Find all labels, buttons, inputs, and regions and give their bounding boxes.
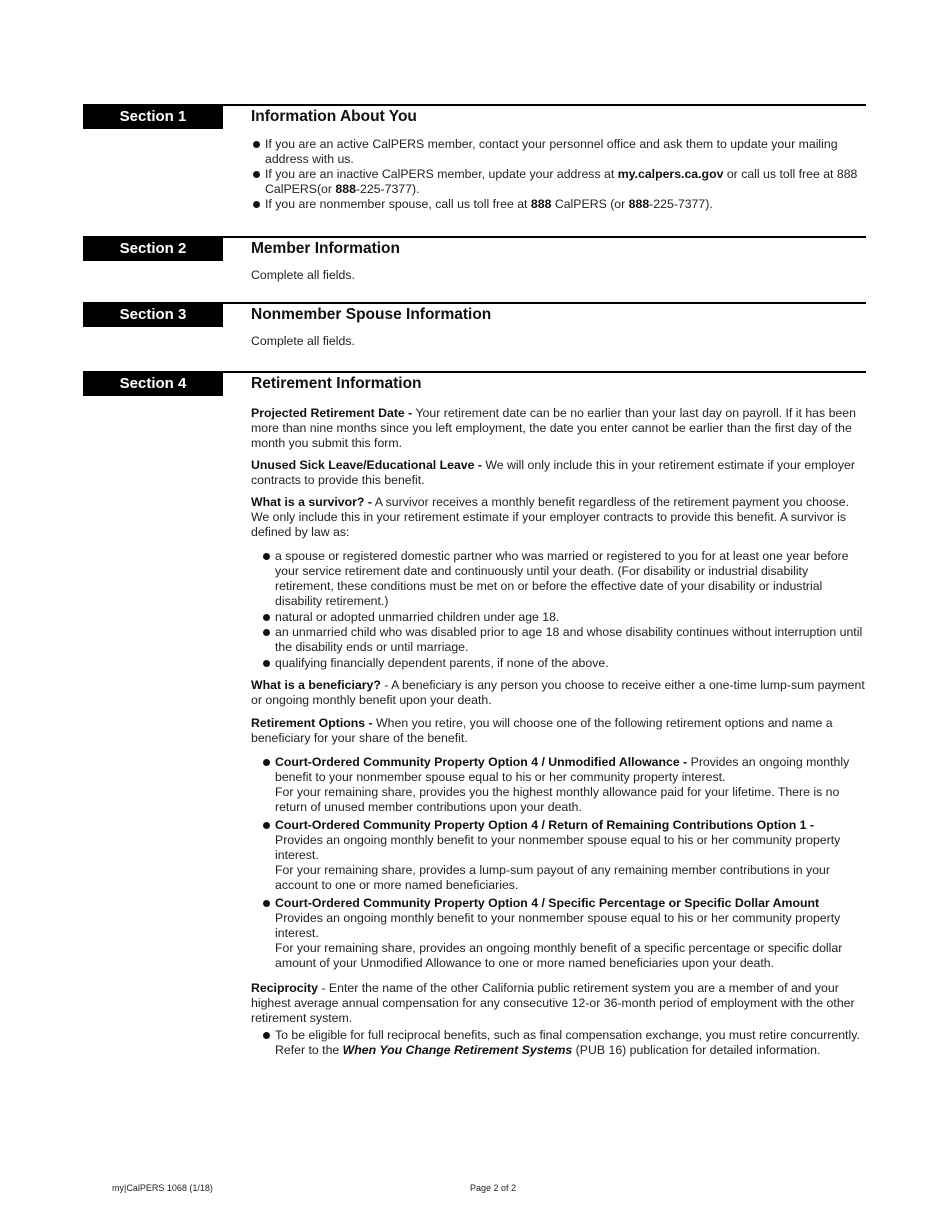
calpers-link[interactable]: my.calpers.ca.gov — [617, 167, 724, 181]
survivor-list — [251, 549, 866, 671]
section-3-badge: Section 3 — [83, 302, 223, 327]
option-unmodified-allowance: Court-Ordered Community Property Option 4 / Unmodified Allowance - Provides an ongoing monthly benefit to your nonmember spouse equal to his or her community property interest. For your remaining share, provides you the highest monthly allowance paid for your lifetime. There is no return of unused member contributions upon your death. — [261, 755, 866, 815]
list-item: If you are an inactive CalPERS member, update your address at my.calpers.ca.gov or call us toll free at 888 CalPERS(or 888-225-7377). — [251, 167, 866, 197]
section-4-title: Retirement Information — [251, 375, 422, 392]
reciprocity-para: Reciprocity - Enter the name of the other California public retirement system you are a member of and your highest average annual compensation for any consecutive 12-or 36-month period of employment with the other retirement system. — [251, 981, 855, 1025]
survivor-para: What is a survivor? - A survivor receives a monthly benefit regardless of the retirement payment you choose. We only include this in your retirement estimate if your employer contracts to provide this benefit. A survivor is defined by law as: — [251, 495, 850, 539]
list-item: To be eligible for full reciprocal benefits, such as final compensation exchange, you must retire concurrently. Refer to the When You Change Retirement Systems (PUB 16) publication for detailed information. — [261, 1028, 866, 1058]
section-3-title: Nonmember Spouse Information — [251, 306, 492, 323]
section-1-body — [251, 137, 866, 212]
section-2-rule — [223, 236, 866, 238]
beneficiary-para: What is a beneficiary? - A beneficiary is any person you choose to receive either a one-time lump-sum payment or ongoing monthly benefit upon your death. — [251, 678, 865, 707]
list-item: an unmarried child who was disabled prior to age 18 and whose disability continues without interruption until the disability ends or until marriage. — [261, 625, 866, 655]
section-3-rule — [223, 302, 866, 304]
pub16-title: When You Change Retirement Systems — [342, 1043, 573, 1057]
reciprocity-list — [251, 1028, 866, 1058]
unused-sick-leave-para: Unused Sick Leave/Educational Leave - We will only include this in your retirement estimate if your employer contracts to provide this benefit. — [251, 458, 855, 487]
list-item: qualifying financially dependent parents, if none of the above. — [261, 656, 866, 671]
option-return-remaining-contributions: Court-Ordered Community Property Option 4 / Return of Remaining Contributions Option 1 - Provides an ongoing monthly benefit to your nonmember spouse equal to his or her community property interest. For your remaining share, provides a lump-sum payout of any remaining member contributions in your account to one or more named beneficiaries. — [261, 818, 866, 893]
section-1-badge: Section 1 — [83, 104, 223, 129]
list-item: natural or adopted unmarried children under age 18. — [261, 610, 866, 625]
retirement-options-list — [251, 755, 866, 971]
list-item: If you are nonmember spouse, call us toll free at 888 CalPERS (or 888-225-7377). — [251, 197, 866, 212]
section-2-text: Complete all fields. — [251, 268, 355, 282]
list-item: If you are an active CalPERS member, contact your personnel office and ask them to update your mailing address with us. — [251, 137, 866, 167]
list-item: a spouse or registered domestic partner who was married or registered to you for at least one year before your service retirement date and continuously until your death. (For disability or industrial disability retirement, these conditions must be met on or before the effective date of your disability or industrial disability retirement.) — [261, 549, 866, 609]
section-4-body — [251, 406, 866, 1058]
section-4-badge: Section 4 — [83, 371, 223, 396]
section-1-title: Information About You — [251, 108, 417, 125]
section-2-badge: Section 2 — [83, 236, 223, 261]
option-specific-percentage: Court-Ordered Community Property Option 4 / Specific Percentage or Specific Dollar Amount Provides an ongoing monthly benefit to your nonmember spouse equal to his or her community property interest. For your remaining share, provides an ongoing monthly benefit of a specific percentage or specific dollar amount of your Unmodified Allowance to one or more named beneficiaries upon your death. — [261, 896, 866, 971]
retirement-options-para: Retirement Options - When you retire, you will choose one of the following retirement options and name a beneficiary for your share of the benefit. — [251, 716, 833, 745]
section-3-text: Complete all fields. — [251, 334, 355, 348]
section-2-title: Member Information — [251, 240, 400, 257]
page-number: Page 2 of 2 — [470, 1183, 517, 1193]
section-4-rule — [223, 371, 866, 373]
projected-retirement-date-para: Projected Retirement Date - Your retirement date can be no earlier than your last day on payroll. If it has been more than nine months since you left employment, the date you enter cannot be earlier than the first day of the month you submit this form. — [251, 406, 856, 450]
section-1-rule — [223, 104, 866, 106]
form-id: my|CalPERS 1068 (1/18) — [112, 1183, 213, 1193]
